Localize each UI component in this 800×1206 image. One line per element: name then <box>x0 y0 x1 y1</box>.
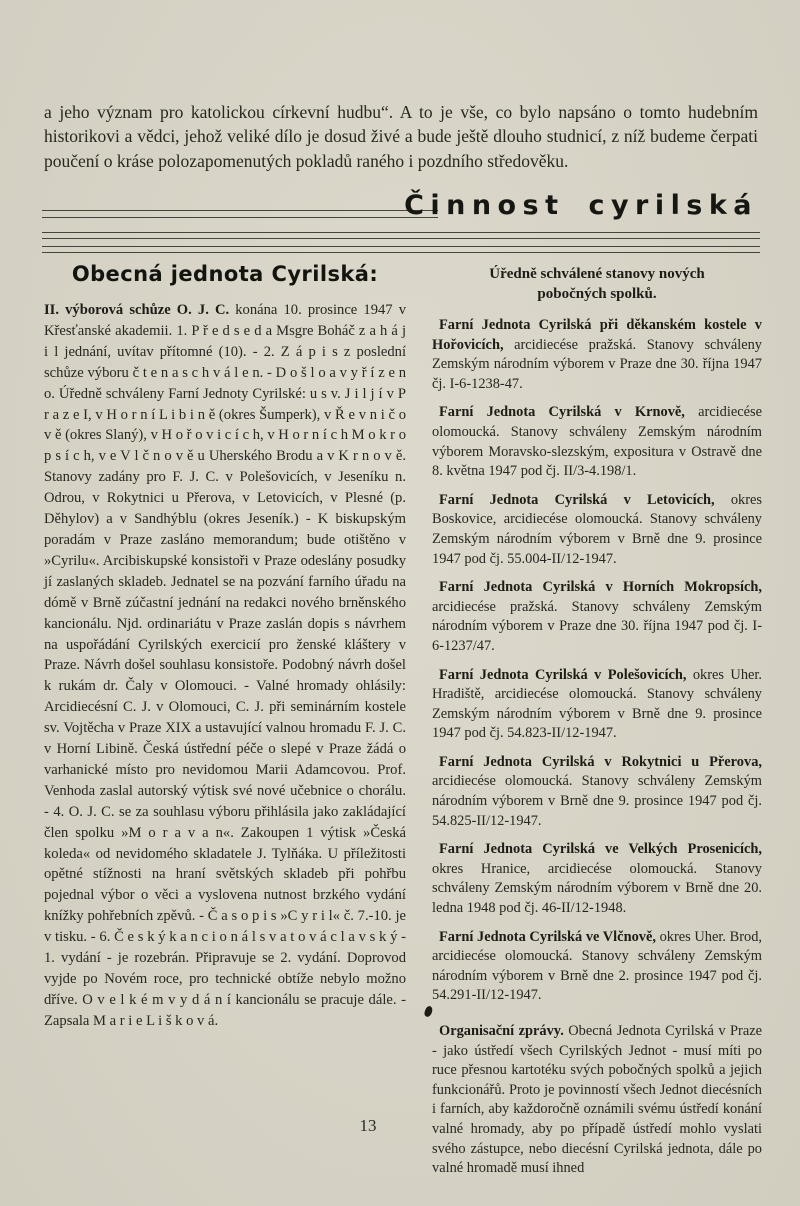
organisation-notes <box>432 1022 762 1179</box>
org-paragraph <box>432 1022 762 1179</box>
entry-paragraph <box>432 928 762 1006</box>
right-column-heading <box>432 264 762 304</box>
entry-lead: Farní Jednota Cyrilská v Krnově, <box>439 404 685 421</box>
org-lead: Organisační zprávy. <box>439 1023 564 1039</box>
entry-rest: okres Boskovice, arcidiecése olomoucká. Stanovy schváleny Zemským národním výborem v Brně dne 9. prosince 1947 pod čj. 55.004-II/12-1947. <box>432 491 762 567</box>
org-rest: Obecná Jednota Cyrilská v Praze - jako ústředí všech Cyrilských Jednot - musí míti po ruce přesnou kartotéku svých pobočných spolků a jejich funkcionářů. Proto je povinností všech Jednot diecésních i farních, aby každoročně oznámili svému ústředí konání valné hromady, aby po případě ústředí mohlo vyslati svého zástupce, nebo diecésní Cyrilská jednota, dále po valné hromadě musí ihned <box>432 1023 762 1177</box>
entry-rest: okres Uher. Brod, arcidiecése olomoucká. Stanovy schváleny Zemským národním výborem v Brně dne 2. prosince 1947 pod čj. 54.291-II/12-1947. <box>432 928 762 1004</box>
entry-lead: Farní Jednota Cyrilská v Letovicích, <box>439 491 715 508</box>
section-header <box>42 190 760 254</box>
left-column-text <box>44 300 406 1032</box>
entry-paragraph <box>432 753 762 831</box>
intro-paragraph: a jeho význam pro katolickou církevní hudbu“. A to je vše, co bylo napsáno o tomto hudebním historikovi a vědci, jehož veliké dílo je dosud živé a bude ještě dlouho studnicí, z níž budeme čerpati poučení o kráse polozapomenutých pokladů raného i pozdního středověku. <box>44 101 758 171</box>
entry-lead: Farní Jednota Cyrilská ve Vlčnově, <box>439 928 656 945</box>
entry-paragraph <box>432 666 762 744</box>
entry-rest: arcidiecése pražská. Stanovy schváleny Zemským národním výborem v Praze dne 30. října 1947 pod čj. I-6-1237/47. <box>432 598 762 654</box>
entry-lead: Farní Jednota Cyrilská ve Velkých Prosenicích, <box>439 841 762 858</box>
ink-spot <box>423 1005 434 1018</box>
entry-paragraph <box>432 491 762 569</box>
header-rule <box>42 252 760 253</box>
entry-lead: Farní Jednota Cyrilská v Polešovicích, <box>439 666 687 683</box>
right-column <box>432 262 762 1188</box>
two-column-body <box>44 262 762 1188</box>
page-number: 13 <box>359 1116 377 1135</box>
entry-lead: Farní Jednota Cyrilská při děkanském kostele v Hořovicích, <box>432 317 762 353</box>
left-column-body-text: konána 10. prosince 1947 v Křesťanské akademii. 1. P ř e d s e d a Msgre Boháč z a h á j i l jednání, uvítav přítomné (10). - 2. Z á p i s z poslední schůze výboru č t e n a s c h v á l e n. - D o š l o a v y ř í z e n o. Úředně schváleny Farní Jednoty Cyrilské: u s v. J i l j í v P r a z e I, v H o r n í L i b i n ě (okres Šumperk), v Ř e v n i č o v ě (okres Slaný), v H o ř o v i c í c h, v H o r n í c h M o k r o p s í c h, v e V l č n o v ě u Uherského Brodu a v K r n o v ě. Stanovy zadány pro F. J. C. v Polešovicích, v Jeseníku n. Odrou, v Rokytnici u Přerova, v Letovicích, v Plesné (p. Děhylov) a v Sandhýblu (okres Jeseník.) - K biskupským poradám v Praze zasláno memorandum; bude otištěno v »Cyrilu«. Arcibiskupské konsistoři v Praze odeslány posudky jí zaslaných skladeb. Jednatel se na pozvání farního úřadu na dómě v Brně zúčastní jednání na redakci nového brněnského kancionálu. Njd. ordinariátu v Praze zaslán dopis s návrhem na uspořádání Cyrilských exercicií pro ženské kláštery v Praze. Návrh došel souhlasu konsistoře. Podobný návrh došel k rukám dr. Čaly v Olomouci. - Valné hromady ohlásily: Arcidiecésní C. J. v Olomouci, C. J. při seminárním kostele sv. Vojtěcha v Praze XIX a ustavující valnou hromadu F. J. C. v Horní Libině. Česká ústřední péče o slepé v Praze žádá o varhanické místo pro nevidomou Marii Adamcovou. Prof. Venhoda zaslal autorský výtisk své nové učebnice o chorálu. - 4. O. J. C. se za souhlasu výboru přihlásila jako zakládající člen spolku »M o r a v a n«. Zakoupen 1 výtisk »Česká koleda« od nevidomého skladatele J. Tylňáka. U příležitosti opětné stížnosti na hraní světských skladeb při pohřbu pojednal výbor o věci a vyslovena nutnost brzkého vydání knížky pohřebních zpěvů. - Č a s o p i s »C y r i l« č. 7.-10. je v tisku. - 6. Č e s k ý k a n c i o n á l s v a t o v á c l a v s k ý - 1. vydání - je rozebrán. Připravuje se 2. vydání. Doprovod vyjde po Novém roce, pro technické obtíže nebylo možno dříve. O v e l k é m v y d á n í kancionálu se pracuje dále. - Zapsala M a r i e L i š k o v á. <box>44 302 406 1029</box>
entry-paragraph <box>432 840 762 918</box>
right-heading-line2: pobočných spolků. <box>537 286 657 302</box>
entry-lead: Farní Jednota Cyrilská v Horních Mokropsích, <box>439 579 762 596</box>
header-rule <box>42 217 438 218</box>
header-rule <box>42 238 760 239</box>
entry-paragraph <box>432 403 762 481</box>
entry-rest: arcidiecése olomoucká. Stanovy schváleny Zemským národním výborem Moravsko-slezským, expositura v Ostravě dne 8. května 1947 pod čj. II/3-4.198/1. <box>432 404 762 480</box>
left-column <box>44 262 406 1188</box>
header-rule <box>42 246 760 247</box>
entry-paragraph <box>432 316 762 394</box>
section-title: Činnost cyrilská <box>404 190 758 221</box>
entry-rest: okres Uher. Hradiště, arcidiecése olomoucká. Stanovy schváleny Zemským národním výborem v Brně dne 9. prosince 1947 pod čj. 54.823-II/12-1947. <box>432 666 762 742</box>
left-column-heading: Obecná jednota Cyrilská: <box>71 262 379 286</box>
right-heading-line1: Úředně schválené stanovy nových <box>489 266 705 282</box>
entry-rest: arcidiecése olomoucká. Stanovy schváleny Zemským národním výborem v Brně dne 9. prosince 1947 pod čj. 54.825-II/12-1947. <box>432 773 762 829</box>
entry-rest: okres Hranice, arcidiecése olomoucká. Stanovy schváleny Zemským národním výborem v Brně dne 20. ledna 1948 pod čj. 46-II/12-1948. <box>432 860 762 917</box>
header-rule <box>42 232 760 233</box>
entry-lead: Farní Jednota Cyrilská v Rokytnici u Přerova, <box>439 753 762 770</box>
header-rule <box>42 210 438 211</box>
left-column-lead: II. výborová schůze O. J. C. <box>44 302 230 318</box>
entry-paragraph <box>432 578 762 656</box>
entry-rest: arcidiecése pražská. Stanovy schváleny Zemským národním výborem v Praze dne 30. října 1947 čj. I-6-1238-47. <box>432 336 762 392</box>
